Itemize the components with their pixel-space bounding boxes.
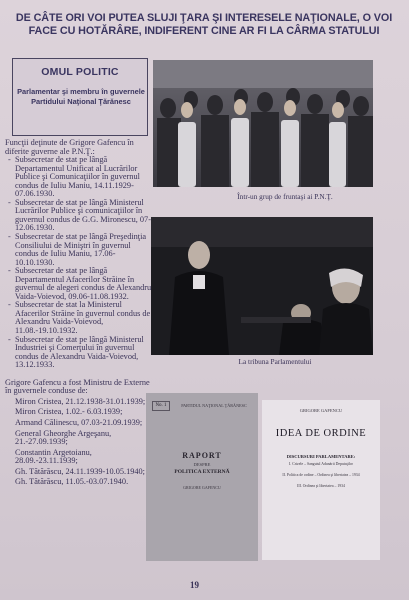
function-item: - Subsecretar de stat pe lângă Departamentul Afacerilor Străine în guvernul de alegeri condus de Alexandru Vaida-Voievod, 09.06-11.08.1932. [8,266,152,301]
functions-intro: Funcţii deţinute de Grigore Gafencu în diferite guverne ale P.N.Ţ.: [5,138,134,156]
doc1-author: GRIGORE GAFENCU [183,485,221,490]
doc1-line1: DESPRE [193,462,211,467]
politician-box [12,58,148,136]
minister-item: Gh. Tătărăscu, 11.05.-03.07.1940. [15,477,129,487]
doc2-author: GRIGORE GAFENCU [299,408,343,413]
doc2-sub1: DISCURSURI PARLAMENTARE: [286,454,356,459]
minister-item: Gh. Tătărăscu, 24.11.1939-10.05.1940; [15,466,145,476]
box-title: OMUL POLITIC [41,66,119,78]
doc2-sub3: II. Politica de ordine – Ordinea şi libertatea – 1934 [282,473,360,477]
box-subtitle: Parlamentar şi membru în guvernele Partidului Naţional Ţărănesc [17,87,145,106]
doc2-sub2: I. Crizele – Sanguiul Adunării Deputaţilor [289,462,353,466]
function-item: - Subsecretar de stat la Ministerul Afacerilor Străine în guvernul condus de Alexandru Vaida-Voievod, 11.08.-19.10.1932. [8,300,151,336]
functions-column [5,139,153,487]
doc1-title: RAPORT [182,451,222,460]
doc2-sub4: III. Ordinea şi libertatea – 1934 [297,484,345,488]
photo1-caption: Într-un grup de fruntaşi ai P.N.Ţ. [237,192,333,201]
page-headline: DE CÂTE ORI VOI PUTEA SLUJI ŢARA ŞI INTERESELE NAŢIONALE, O VOI FACE CU HOTĂRÂRE, INDIFERENT CINE AR FI LA CÂRMA STATULUI [15,12,393,37]
doc1-line2: POLITICA EXTERNĂ [174,469,230,475]
function-item: - Subsecretar de stat pe lângă Ministerul Industriei şi Comerţului în guvernul condus de Alexandru Vaida-Voievod, 13.12.1933. [8,334,144,370]
group-photo [153,60,373,187]
minister-item: Miron Cristea, 1.02.- 6.03.1939; [15,407,123,417]
function-item: - Subsecretar de stat pe lângă Ministerul Lucrărilor Publice şi comunicaţiilor în guvernul condus de G.G. Mironescu, 07-12.06.1930. [8,197,151,233]
raport-document [146,393,258,561]
ministers-intro: Grigore Gafencu a fost Ministru de Externe în guvernele conduse de: [5,377,150,396]
minister-item: General Gheorghe Argeşanu, 21.-27.09.1939; [15,428,112,447]
minister-item: Constantin Argetoianu, 28.09.-23.11.1939; [15,447,92,466]
doc1-header: PARTIDUL NAŢIONAL ŢĂRĂNESC [181,403,247,408]
minister-item: Miron Cristea, 21.12.1938-31.01.1939; [15,396,146,406]
photo2-caption: La tribuna Parlamentului [238,357,312,366]
doc1-stamp: No. 1 [152,401,170,411]
idea-de-ordine-document [262,400,380,560]
page-number: 19 [190,580,199,590]
parliament-photo [151,217,373,355]
function-item: - Subsecretar de stat pe lângă Preşedinţia Consiliului de Miniştri în guvernul condus de Iuliu Maniu, 17.06-10.10.1930. [8,232,147,267]
doc2-title: IDEA DE ORDINE [275,428,367,439]
minister-item: Armand Călinescu, 07.03-21.09.1939; [15,417,143,427]
function-item: - Subsecretar de stat pe lângă Departamentul Unificat al Lucrărilor Publice şi Comunicaţiilor în guvernul condus de Iuliu Maniu, 14.11.1929-07.06.1930. [8,155,140,199]
